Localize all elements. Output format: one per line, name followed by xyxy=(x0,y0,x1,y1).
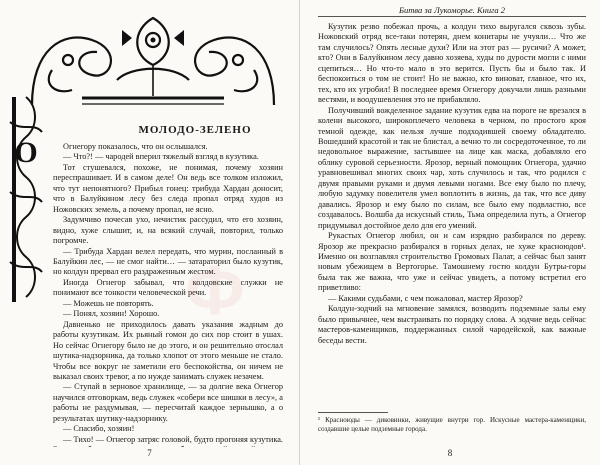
page-number-left: 7 xyxy=(147,448,152,458)
header-rule xyxy=(318,16,586,17)
paragraph: Задумчиво почесав ухо, нечистик рассудил, что его хозяин, видно, хуже слышит, и, на всякий случай, повторил, только погромче. xyxy=(53,215,283,246)
dropcap-ornament xyxy=(6,92,46,307)
paragraph: Давненько не приходилось давать указания жадным до работы кузутикам. Их рьяный гомон до сих пор стоит в ушах. Но сейчас Огнегору было не до этого, и он решительно отослал шутика-надзорника, да только хлопот от этого меньше не стало. Чтобы все вокруг не заметили его беспокойства, он ничем не выказал своих тревог, а по нужде занимать служек незачем. xyxy=(53,319,283,381)
footnote-rule xyxy=(318,412,388,413)
paragraph: Огнегору показалось, что он ослышался. xyxy=(63,142,208,151)
paragraph: — Спасибо, хозяин! xyxy=(63,424,135,434)
paragraph: Рукастых Огнегор любил, он и сам изрядно разбирался по дереву. Ярозор же прекрасно разбирался в горных делах, не хуже красноюдов¹. Именно он возглавлял строительство Громовых Палат, а сейчас был занят новым убежищем в Вертогорье. Тамошнему гостю колдун Бутры-горы была так же важна, что уже и сейчас увидеть, а потому встретил его приветливо: xyxy=(318,231,586,293)
page-number-right: 8 xyxy=(447,448,453,458)
footnote: ¹ Красноюды — диковинки, живущие внутри гор. Искусные мастера-каменщики, создавшие целые подземные города. xyxy=(318,416,586,433)
dropcap-letter: О xyxy=(14,136,38,169)
paragraph: Иногда Огнегор забывал, что колдовские служки не понимают все тонкости человеческой речи. xyxy=(53,277,283,298)
paragraph: — Понял, хозяин! Хорошо. xyxy=(63,309,160,319)
right-body-text xyxy=(318,22,586,397)
chapter-title: МОЛОДО-ЗЕЛЕНО xyxy=(138,124,252,136)
paragraph: — Ступай в зерновое хранилище, — за долгие века Огнегор научился отговоркам, ведь служек «собери все шишки в лесу», а работы не раздумывая, — пересчитай каждое зернышко, а о результатах шутику-надзорнику. xyxy=(53,382,283,423)
paragraph: — Какими судьбами, с чем пожаловал, мастер Ярозор? xyxy=(328,293,523,303)
paragraph: — Тихо! — Огнегор затряс головой, будто прогоняя кузутика. xyxy=(63,434,283,444)
paragraph: Получивший вожделенное задание кузутик едва на пороге не врезался в колени высокого, широкоплечего человека в черном, по простого кроя темной одежде, как нельзя лучше подходившей своему обладателю. Вошедший красотой и так не блистал, а вечно то ли сосредоточенное, то ли недовольное выражение, застывшее на лице как маска, добавляло его облику суровой серьезности. Ярозор, верный помощник Огнегора, удачно уравновешивал многих своих чар, хоть случилось и так, что родился с двумя правыми руками и двумя левыми ногами. Все ему было по плечу, любую задумку повелителя умел воплотить в жизнь, да так, что все диву давались. Ярозор и ему было по силам, все было ему подвластно, все создавалось. Волшба да искусный стиль, Тьма определила путь, а Огнегор придумывал достойное дело для его умений. xyxy=(318,105,586,230)
paragraph: — Что?! — чародей вперил тяжелый взгляд в кузутика. xyxy=(63,152,259,162)
running-header: Битва за Лукоморье. Книга 2 xyxy=(398,5,506,15)
paragraph: — Можешь не повторять. xyxy=(63,298,154,308)
paragraph: Колдун-зодчий на мгновение замялся, возводить подземные залы ему было привычнее, чем выстраивать по порядку слова. А зодчие ведь сейчас мастеров-каменщиков, поддержанных силой чародейской, как важные беседы вести. xyxy=(318,304,586,345)
right-page xyxy=(300,0,600,465)
paragraph: — Трибуда Хардан велел передать, что мурин, посланный в Балуйкин лес, — не смог найти… — затараторил было кузутик, но колдун прервал его раздраженным жестом. xyxy=(53,246,283,277)
paragraph: Кузутик резво побежал прочь, а колдун тихо выругался сквозь зубы. Ножовский отряд все-таки потерян, днем конитары не учуяли… Что же там случилось? Опять лесные духи? Или на этот раз — русичи? А может, кто? Они в Балуйкином лесу давно хозяева, худы по дурости могли с ними сцепиться… Но что-то мало в это верится. Пусть бы и было так. И беспокоиться о том не стоит! Но не важно, кто виноват, главное, что их, тех, кто их угробил! В последнее время Огнегору докучали лишь разными вестями, и воодушевления это не прибавляло. xyxy=(318,22,586,105)
left-body-text xyxy=(53,142,283,447)
paragraph: Тот стушевался, похоже, не понимая, почему хозяин переспрашивает. И в самом деле! Он ведь все толком изложил, что тут непонятного? Прибыл гонец: трибуда Хардан доносит, что в Балуйкином лесу без следа пропал отряд худов из Ножовских земель, а почему пропал, не ясно. xyxy=(53,162,283,214)
knotwork-header-ornament xyxy=(22,10,284,112)
